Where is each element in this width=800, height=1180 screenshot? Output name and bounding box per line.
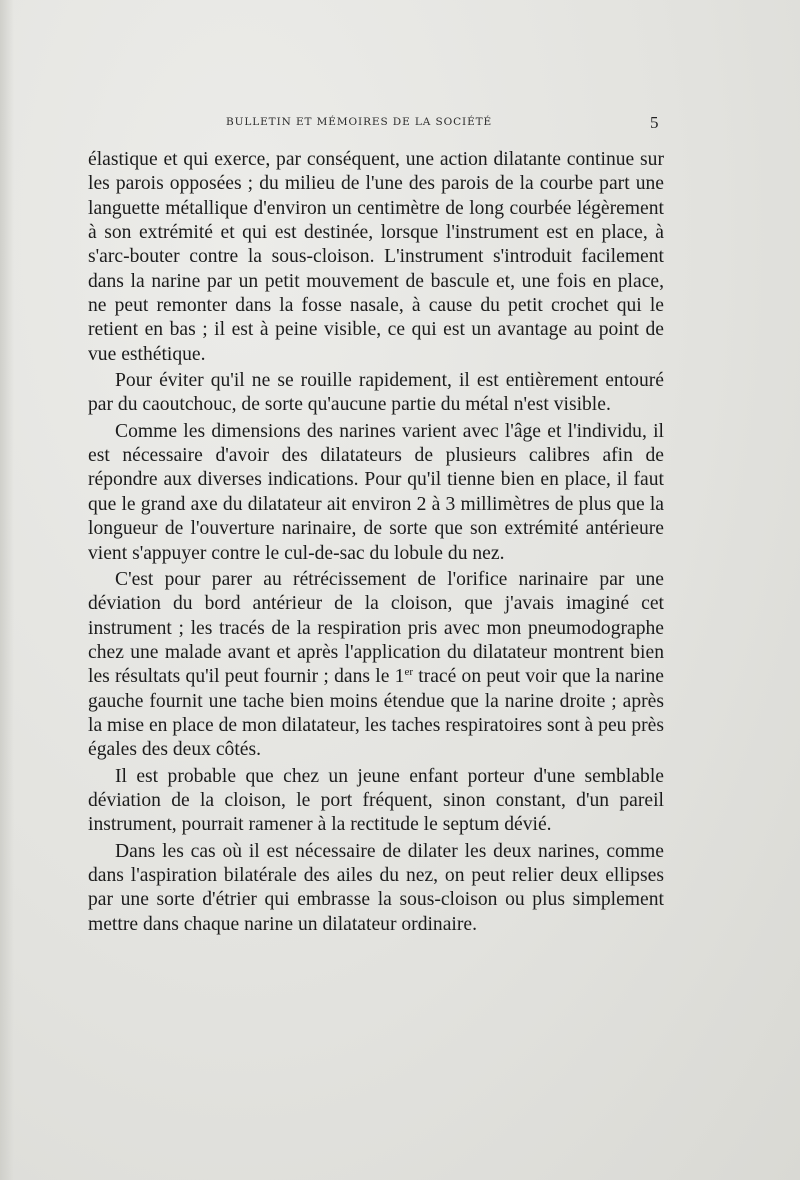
- ordinal-superscript: er: [404, 666, 413, 679]
- paragraph-3: Comme les dimensions des narines varient avec l'âge et l'individu, il est nécessaire d'avoir des dilatateurs de plusieurs calibres afin de répondre aux diverses indications. Pour qu'il tienne bien en place, il faut que le grand axe du dilatateur ait environ 2 à 3 millimètres de plus que la longueur de l'ouverture narinaire, de sorte que son extrémité antérieure vient s'appuyer contre le cul-de-sac du lobule du nez.: [88, 420, 664, 564]
- body-text: [88, 148, 664, 937]
- paragraph-5: Il est probable que chez un jeune enfant porteur d'une semblable déviation de la cloison, le port fréquent, sinon constant, d'un pareil instrument, pourrait ramener à la rectitude le septum dévié.: [88, 765, 664, 836]
- paragraph-2: Pour éviter qu'il ne se rouille rapidement, il est entièrement entouré par du caoutchouc, de sorte qu'aucune partie du métal n'est visible.: [88, 370, 664, 416]
- page-number: 5: [650, 113, 659, 132]
- binding-shadow: [0, 0, 14, 1180]
- paragraph-6: Dans les cas où il est nécessaire de dilater les deux narines, comme dans l'aspiration bilatérale des ailes du nez, on peut relier deux ellipses par une sorte d'étrier qui embrasse la sous-cloison ou plus simplement mettre dans chaque narine un dilatateur ordinaire.: [88, 840, 664, 935]
- paragraph-4-part-2: tracé on peut voir que la narine gauche fournit une tache bien moins étendue que la narine droite ; après la mise en place de mon dilatateur, les taches respiratoires sont à peu près égales des deux côtés.: [88, 666, 665, 761]
- running-title: BULLETIN ET MÉMOIRES DE LA SOCIÉTÉ: [226, 116, 493, 128]
- paragraph-4: [88, 568, 664, 763]
- paragraph-4-part-1: C'est pour parer au rétrécissement de l'orifice narinaire par une déviation du bord antérieur de la cloison, que j'avais imaginé cet instrument ; les tracés de la respiration pris avec mon pneumodographe chez une malade avant et après l'application du dilatateur montrent bien les résultats qu'il peut fournir ; dans le 1: [88, 568, 664, 688]
- paragraph-1: élastique et qui exerce, par conséquent, une action dilatante continue sur les parois opposées ; du milieu de l'une des parois de la courbe part une languette métallique d'environ un centimètre de long courbée légèrement à son extrémité et qui est destinée, lorsque l'instrument est en place, à s'arc-bouter contre la sous-cloison. L'instrument s'introduit facilement dans la narine par un petit mouvement de bascule et, une fois en place, ne peut remonter dans la fosse nasale, à cause du petit crochet qui le retient en bas ; il est à peine visible, ce qui est un avantage au point de vue esthétique.: [88, 149, 664, 365]
- running-header: [0, 113, 800, 136]
